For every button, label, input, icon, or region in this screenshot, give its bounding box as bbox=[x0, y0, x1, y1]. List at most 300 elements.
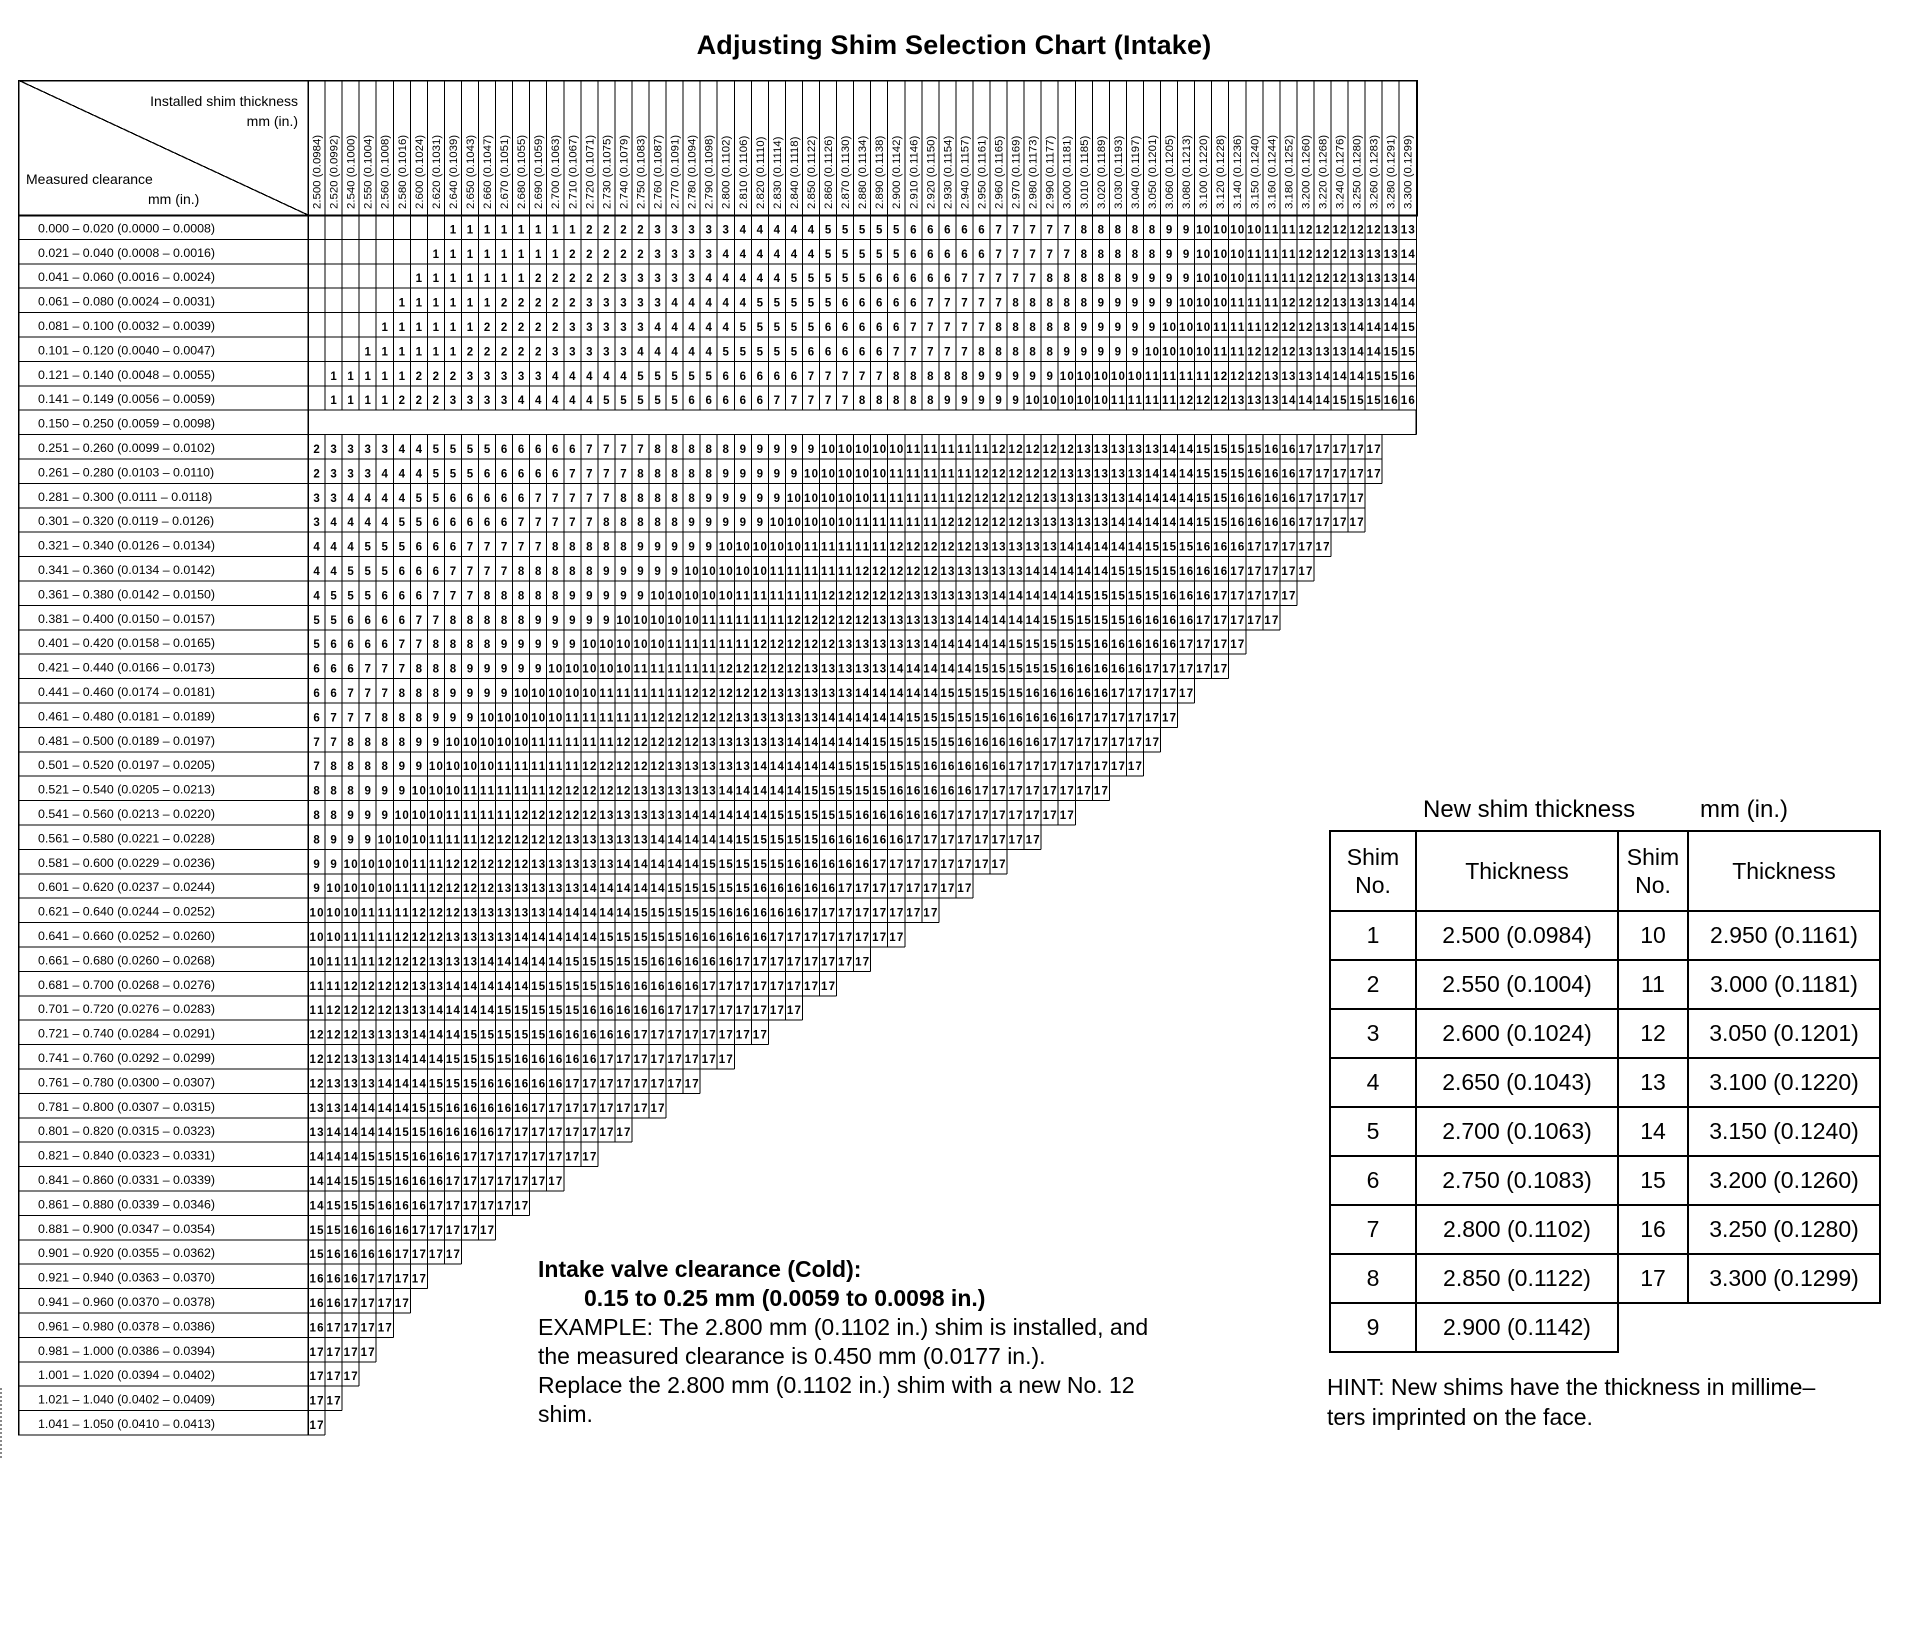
shim-cell: 6 bbox=[500, 444, 508, 456]
shim-cell: 16 bbox=[445, 1102, 460, 1115]
shim-cell: 14 bbox=[1179, 517, 1194, 530]
shim-cell: 10 bbox=[480, 712, 495, 725]
shim-cell: 15 bbox=[343, 1176, 358, 1188]
shim-cell: 9 bbox=[739, 444, 746, 456]
shim-cell: 11 bbox=[701, 663, 716, 676]
shim-cell: 16 bbox=[514, 1102, 529, 1115]
shim-cell: 2 bbox=[552, 322, 559, 334]
shim-cell: 9 bbox=[961, 395, 968, 408]
shim-cell: 12 bbox=[650, 736, 665, 749]
shim-cell: 10 bbox=[1230, 224, 1245, 237]
shim-cell: 5 bbox=[858, 248, 866, 261]
shim-cell: 14 bbox=[360, 1127, 375, 1140]
shim-cell: 5 bbox=[620, 395, 627, 408]
shim-cell: 13 bbox=[565, 834, 580, 847]
shim-cell: 13 bbox=[599, 834, 614, 847]
shim-cell: 15 bbox=[1008, 663, 1023, 676]
shim-cell: 8 bbox=[313, 810, 320, 822]
shim-cell: 12 bbox=[889, 566, 904, 578]
shim-cell: 11 bbox=[735, 590, 750, 603]
shim-cell: 3 bbox=[483, 370, 491, 383]
shim-cell: 15 bbox=[735, 883, 750, 896]
shim-cell: 11 bbox=[582, 712, 597, 725]
shim-cell: 16 bbox=[855, 810, 870, 822]
shim-cell: 8 bbox=[705, 444, 712, 456]
shim-cell: 10 bbox=[377, 883, 392, 896]
shim-cell: 10 bbox=[650, 590, 665, 603]
shim-cell: 11 bbox=[497, 785, 512, 798]
shim-cell: 8 bbox=[995, 322, 1002, 334]
shim-cell: 16 bbox=[480, 1127, 495, 1140]
shim-cell: 17 bbox=[786, 980, 801, 993]
shim-cell: 17 bbox=[514, 1127, 529, 1140]
shim-cell: 3 bbox=[705, 224, 712, 237]
shim-cell: 16 bbox=[1264, 517, 1279, 530]
shim-cell: 17 bbox=[786, 932, 801, 944]
shim-cell: 11 bbox=[599, 736, 614, 749]
shim-cell: 8 bbox=[654, 517, 661, 530]
shim-cell: 1 bbox=[517, 273, 525, 286]
shim-cell: 11 bbox=[343, 956, 358, 969]
shim-cell: 11 bbox=[1281, 248, 1296, 261]
shim-cell: 6 bbox=[807, 346, 815, 359]
row-label: 0.251 – 0.260 (0.0099 – 0.0102) bbox=[38, 441, 216, 455]
row-label: 0.561 – 0.580 (0.0221 – 0.0228) bbox=[38, 831, 216, 846]
shim-cell: 14 bbox=[701, 810, 716, 822]
shim-cell: 13 bbox=[650, 785, 665, 798]
shim-cell: 13 bbox=[1332, 297, 1347, 310]
shim-cell: 13 bbox=[838, 663, 853, 676]
shim-cell: 11 bbox=[1144, 370, 1159, 383]
shim-cell: 2 bbox=[449, 370, 457, 383]
shim-cell: 6 bbox=[722, 395, 729, 408]
shim-cell: 7 bbox=[313, 736, 320, 749]
shim-cell: 14 bbox=[889, 688, 904, 700]
shim-cell: 15 bbox=[735, 834, 750, 847]
shim-cell: 14 bbox=[445, 1029, 460, 1042]
shim-cell: 6 bbox=[688, 395, 695, 408]
shim-cell: 3 bbox=[637, 297, 644, 310]
shim-cell: 17 bbox=[1366, 444, 1381, 456]
shim-cell: 16 bbox=[684, 980, 699, 993]
shim-cell: 17 bbox=[377, 1322, 392, 1335]
shim-cell: 10 bbox=[667, 590, 682, 603]
shim-cell: 16 bbox=[974, 736, 989, 749]
shim-cell: 1 bbox=[415, 273, 423, 286]
shim-cell: 11 bbox=[633, 663, 648, 676]
shim-cell: 15 bbox=[855, 785, 870, 798]
shim-cell: 10 bbox=[377, 834, 392, 847]
shim-cell: 11 bbox=[838, 541, 853, 554]
row-label: 1.041 – 1.050 (0.0410 – 0.0413) bbox=[38, 1417, 216, 1431]
shim-cell: 17 bbox=[957, 810, 972, 822]
shim-cell: 7 bbox=[944, 322, 951, 334]
shim-cell: 16 bbox=[957, 785, 972, 798]
shim-cell: 6 bbox=[398, 590, 405, 603]
shim-cell: 17 bbox=[1196, 663, 1211, 676]
shim-cell: 17 bbox=[684, 1029, 699, 1042]
shim-cell: 16 bbox=[1162, 639, 1177, 652]
shim-cell: 17 bbox=[1298, 444, 1313, 456]
shim-cell: 2 bbox=[586, 248, 593, 261]
shim-cell: 13 bbox=[991, 566, 1006, 578]
shim-cell: 13 bbox=[838, 639, 853, 652]
shim-cell: 10 bbox=[599, 639, 614, 652]
shim-cell: 9 bbox=[569, 639, 576, 652]
shim-cell: 6 bbox=[313, 688, 320, 700]
shim-no: 13 bbox=[1618, 1058, 1688, 1107]
shim-cell: 12 bbox=[838, 590, 853, 603]
shim-cell: 11 bbox=[565, 712, 580, 725]
shim-cell: 15 bbox=[889, 761, 904, 774]
shim-cell: 14 bbox=[582, 932, 597, 944]
shim-cell: 14 bbox=[940, 639, 955, 652]
shim-cell: 7 bbox=[790, 395, 798, 408]
shim-cell: 6 bbox=[398, 566, 405, 578]
shim-cell: 15 bbox=[411, 1127, 426, 1140]
shim-cell: 14 bbox=[1025, 590, 1040, 603]
shim-cell: 14 bbox=[1127, 492, 1142, 505]
shim-cell: 16 bbox=[684, 932, 699, 944]
column-header: 2.670 (0.1051) bbox=[499, 134, 512, 209]
shim-cell: 17 bbox=[411, 1273, 426, 1286]
shim-no: 11 bbox=[1618, 960, 1688, 1009]
shim-cell: 9 bbox=[756, 444, 764, 456]
shim-cell: 13 bbox=[701, 785, 716, 798]
shim-cell: 8 bbox=[995, 346, 1002, 359]
shim-cell: 14 bbox=[377, 1127, 392, 1140]
shim-cell: 10 bbox=[480, 761, 495, 774]
shim-cell: 13 bbox=[1332, 322, 1347, 334]
shim-cell: 16 bbox=[394, 1176, 409, 1188]
shim-cell: 17 bbox=[752, 1005, 767, 1018]
shim-cell: 8 bbox=[1012, 346, 1019, 359]
shim-cell: 10 bbox=[684, 614, 699, 627]
shim-cell: 11 bbox=[377, 932, 392, 944]
shim-cell: 5 bbox=[841, 224, 849, 237]
shim-cell: 13 bbox=[514, 883, 529, 896]
shim-cell: 8 bbox=[637, 517, 644, 530]
shim-cell: 13 bbox=[1383, 273, 1398, 286]
shim-cell: 6 bbox=[875, 322, 883, 334]
shim-cell: 12 bbox=[326, 1054, 341, 1066]
shim-table-row bbox=[1330, 1303, 1880, 1352]
shim-cell: 6 bbox=[569, 444, 576, 456]
shim-cell: 17 bbox=[1110, 761, 1125, 774]
shim-cell: 13 bbox=[445, 932, 460, 944]
shim-cell: 12 bbox=[684, 712, 699, 725]
shim-cell: 17 bbox=[343, 1298, 358, 1310]
shim-cell: 2 bbox=[517, 346, 525, 359]
shim-cell: 16 bbox=[991, 761, 1006, 774]
shim-cell: 11 bbox=[786, 590, 801, 603]
shim-cell: 5 bbox=[671, 395, 678, 408]
shim-cell: 15 bbox=[940, 712, 955, 725]
shim-cell: 4 bbox=[705, 297, 712, 310]
shim-cell: 12 bbox=[906, 541, 921, 554]
shim-cell: 12 bbox=[548, 785, 563, 798]
shim-cell: 11 bbox=[684, 663, 699, 676]
shim-cell: 16 bbox=[462, 1102, 477, 1115]
shim-cell: 5 bbox=[330, 590, 337, 603]
shim-cell: 16 bbox=[838, 858, 853, 871]
shim-cell: 1 bbox=[330, 395, 337, 408]
shim-cell: 17 bbox=[1213, 639, 1228, 652]
shim-cell: 11 bbox=[650, 663, 665, 676]
shim-cell: 2 bbox=[586, 224, 593, 237]
shim-cell: 13 bbox=[548, 883, 563, 896]
shim-cell: 17 bbox=[1247, 614, 1262, 627]
shim-cell: 12 bbox=[326, 1029, 341, 1042]
shim-cell: 4 bbox=[688, 346, 695, 359]
shim-cell: 17 bbox=[821, 956, 836, 969]
shim-cell: 11 bbox=[1264, 273, 1279, 286]
shim-cell: 12 bbox=[1008, 492, 1023, 505]
shim-cell: 4 bbox=[569, 370, 576, 383]
shim-cell: 10 bbox=[889, 444, 904, 456]
shim-cell: 10 bbox=[1059, 370, 1074, 383]
shim-cell: 13 bbox=[1349, 248, 1364, 261]
shim-cell: 13 bbox=[1264, 395, 1279, 408]
shim-cell: 2 bbox=[534, 322, 542, 334]
shim-cell: 13 bbox=[957, 566, 972, 578]
shim-cell: 5 bbox=[875, 248, 883, 261]
shim-cell: 8 bbox=[705, 468, 712, 481]
shim-cell: 5 bbox=[313, 614, 320, 627]
shim-cell: 17 bbox=[1076, 712, 1091, 725]
shim-cell: 17 bbox=[565, 1078, 580, 1091]
shim-cell: 5 bbox=[807, 297, 815, 310]
shim-cell: 11 bbox=[906, 517, 921, 530]
row-label: 0.401 – 0.420 (0.0158 – 0.0165) bbox=[38, 636, 216, 651]
shim-cell: 14 bbox=[752, 785, 767, 798]
shim-cell: 1 bbox=[483, 273, 491, 286]
shim-cell: 1 bbox=[381, 395, 388, 408]
shim-cell: 11 bbox=[889, 468, 904, 481]
shim-cell: 15 bbox=[1008, 688, 1023, 700]
shim-cell: 9 bbox=[739, 468, 746, 481]
shim-cell: 8 bbox=[517, 566, 525, 578]
shim-cell: 6 bbox=[313, 663, 320, 676]
shim-cell: 14 bbox=[684, 858, 699, 871]
shim-cell: 8 bbox=[534, 566, 542, 578]
shim-cell: 6 bbox=[552, 468, 559, 481]
shim-cell: 17 bbox=[1076, 761, 1091, 774]
shim-cell: 16 bbox=[821, 834, 836, 847]
shim-cell: 10 bbox=[309, 907, 324, 920]
shim-cell: 17 bbox=[718, 1029, 733, 1042]
shim-cell: 7 bbox=[927, 322, 934, 334]
shim-cell: 17 bbox=[650, 1102, 665, 1115]
shim-cell: 9 bbox=[364, 810, 371, 822]
shim-cell: 11 bbox=[684, 639, 699, 652]
shim-cell: 17 bbox=[923, 907, 938, 920]
shim-cell: 12 bbox=[343, 1005, 358, 1018]
shim-cell: 14 bbox=[667, 858, 682, 871]
shim-cell: 13 bbox=[752, 736, 767, 749]
shim-cell: 15 bbox=[445, 1054, 460, 1066]
shim-cell: 10 bbox=[1093, 370, 1108, 383]
shim-cell: 11 bbox=[1230, 346, 1245, 359]
shim-cell: 3 bbox=[671, 224, 678, 237]
shim-cell: 7 bbox=[944, 346, 951, 359]
shim-cell: 13 bbox=[531, 907, 546, 920]
shim-cell: 17 bbox=[906, 834, 921, 847]
shim-cell: 16 bbox=[667, 956, 682, 969]
shim-cell: 10 bbox=[411, 810, 426, 822]
shim-cell: 14 bbox=[650, 883, 665, 896]
shim-cell: 12 bbox=[343, 1029, 358, 1042]
shim-no: 8 bbox=[1330, 1254, 1416, 1303]
shim-cell: 9 bbox=[364, 834, 371, 847]
shim-cell: 15 bbox=[633, 907, 648, 920]
shim-cell: 17 bbox=[718, 1054, 733, 1066]
shim-cell: 5 bbox=[381, 566, 388, 578]
shim-cell: 10 bbox=[803, 517, 818, 530]
shim-cell: 15 bbox=[1144, 541, 1159, 554]
shim-cell: 9 bbox=[466, 688, 474, 700]
shim-cell: 14 bbox=[343, 1127, 358, 1140]
shim-cell: 15 bbox=[360, 1200, 375, 1213]
shim-cell: 10 bbox=[309, 956, 324, 969]
shim-cell: 13 bbox=[394, 1005, 409, 1018]
shim-cell: 14 bbox=[377, 1102, 392, 1115]
column-header: 2.920 (0.1150) bbox=[925, 135, 938, 209]
shim-cell: 1 bbox=[466, 224, 474, 237]
shim-cell: 1 bbox=[347, 395, 354, 408]
shim-cell: 15 bbox=[701, 858, 716, 871]
shim-cell: 16 bbox=[1127, 639, 1142, 652]
column-header: 2.980 (0.1173) bbox=[1027, 135, 1040, 209]
shim-cell: 9 bbox=[432, 712, 440, 725]
shim-cell: 8 bbox=[347, 736, 354, 749]
shim-cell: 2 bbox=[552, 273, 559, 286]
shim-cell: 17 bbox=[684, 1078, 699, 1091]
shim-cell: 14 bbox=[565, 932, 580, 944]
shim-cell: 13 bbox=[769, 688, 784, 700]
shim-cell: 1 bbox=[415, 297, 423, 310]
shim-cell: 14 bbox=[821, 736, 836, 749]
shim-cell: 13 bbox=[718, 736, 733, 749]
shim-cell: 16 bbox=[1179, 614, 1194, 627]
shim-cell: 14 bbox=[906, 663, 921, 676]
shim-cell: 4 bbox=[756, 248, 764, 261]
shim-no: 7 bbox=[1330, 1205, 1416, 1254]
shim-cell: 16 bbox=[309, 1322, 324, 1335]
shim-cell: 13 bbox=[855, 663, 870, 676]
shim-cell: 13 bbox=[974, 566, 989, 578]
shim-cell: 6 bbox=[739, 395, 746, 408]
shim-cell: 17 bbox=[684, 1005, 699, 1018]
shim-cell: 17 bbox=[838, 932, 853, 944]
shim-cell: 17 bbox=[769, 956, 784, 969]
shim-cell: 16 bbox=[1025, 688, 1040, 700]
column-header: 2.810 (0.1106) bbox=[737, 135, 750, 209]
shim-cell: 15 bbox=[480, 1029, 495, 1042]
shim-cell: 14 bbox=[411, 1078, 426, 1091]
shim-cell: 12 bbox=[957, 517, 972, 530]
shim-cell: 8 bbox=[449, 614, 457, 627]
shim-cell: 6 bbox=[910, 248, 917, 261]
shim-cell: 9 bbox=[586, 614, 593, 627]
shim-cell: 13 bbox=[326, 1078, 341, 1091]
shim-cell: 10 bbox=[616, 639, 631, 652]
shim-cell: 12 bbox=[445, 858, 460, 871]
shim-cell: 11 bbox=[462, 834, 477, 847]
shim-cell: 17 bbox=[906, 907, 921, 920]
shim-cell: 14 bbox=[752, 810, 767, 822]
shim-cell: 16 bbox=[769, 907, 784, 920]
shim-cell: 4 bbox=[313, 541, 320, 554]
shim-cell: 1 bbox=[466, 248, 474, 261]
shim-cell: 11 bbox=[855, 541, 870, 554]
shim-cell: 13 bbox=[1093, 492, 1108, 505]
shim-cell: 13 bbox=[838, 688, 853, 700]
shim-cell: 17 bbox=[497, 1151, 512, 1164]
shim-cell: 11 bbox=[1144, 395, 1159, 408]
shim-cell: 12 bbox=[701, 712, 716, 725]
shim-cell: 5 bbox=[722, 346, 729, 359]
shim-cell: 10 bbox=[1196, 224, 1211, 237]
shim-cell: 11 bbox=[889, 492, 904, 505]
shim-cell: 14 bbox=[343, 1151, 358, 1164]
shim-cell: 1 bbox=[330, 370, 337, 383]
shim-cell: 13 bbox=[445, 956, 460, 969]
shim-cell: 17 bbox=[684, 1054, 699, 1066]
shim-cell: 17 bbox=[974, 834, 989, 847]
shim-thickness: 2.500 (0.0984) bbox=[1416, 911, 1618, 960]
shim-cell: 8 bbox=[1131, 248, 1139, 261]
shim-cell: 6 bbox=[552, 444, 559, 456]
shim-cell: 5 bbox=[773, 297, 781, 310]
shim-cell: 15 bbox=[1332, 395, 1347, 408]
shim-cell: 1 bbox=[347, 370, 354, 383]
shim-cell: 16 bbox=[1400, 370, 1415, 383]
shim-cell: 16 bbox=[889, 810, 904, 822]
shim-cell: 13 bbox=[906, 639, 921, 652]
shim-cell: 7 bbox=[1063, 224, 1070, 237]
shim-cell: 17 bbox=[1179, 639, 1194, 652]
shim-cell: 16 bbox=[1025, 712, 1040, 725]
shim-cell: 10 bbox=[786, 541, 801, 554]
shim-cell: 17 bbox=[1332, 492, 1347, 505]
shim-cell: 17 bbox=[735, 1029, 750, 1042]
shim-cell: 4 bbox=[739, 224, 746, 237]
shim-cell: 11 bbox=[582, 736, 597, 749]
shim-cell: 13 bbox=[1144, 444, 1159, 456]
shim-cell: 2 bbox=[466, 346, 474, 359]
column-header: 2.750 (0.1083) bbox=[635, 134, 648, 209]
shim-cell: 9 bbox=[1148, 322, 1156, 334]
shim-cell: 16 bbox=[735, 932, 750, 944]
shim-cell: 15 bbox=[462, 1054, 477, 1066]
shim-cell: 16 bbox=[497, 1078, 512, 1091]
shim-cell: 9 bbox=[773, 444, 781, 456]
shim-cell: 8 bbox=[1029, 297, 1036, 310]
shim-cell: 14 bbox=[326, 1127, 341, 1140]
shim-cell: 17 bbox=[1264, 614, 1279, 627]
shim-cell: 13 bbox=[480, 932, 495, 944]
shim-cell: 1 bbox=[500, 248, 508, 261]
column-header: 2.900 (0.1142) bbox=[891, 135, 904, 209]
column-header: 2.580 (0.1016) bbox=[396, 134, 409, 209]
shim-cell: 17 bbox=[1008, 834, 1023, 847]
shim-cell: 13 bbox=[940, 566, 955, 578]
shim-cell: 11 bbox=[821, 566, 836, 578]
shim-cell: 11 bbox=[735, 639, 750, 652]
shim-cell: 17 bbox=[360, 1346, 375, 1359]
shim-cell: 1 bbox=[449, 273, 457, 286]
